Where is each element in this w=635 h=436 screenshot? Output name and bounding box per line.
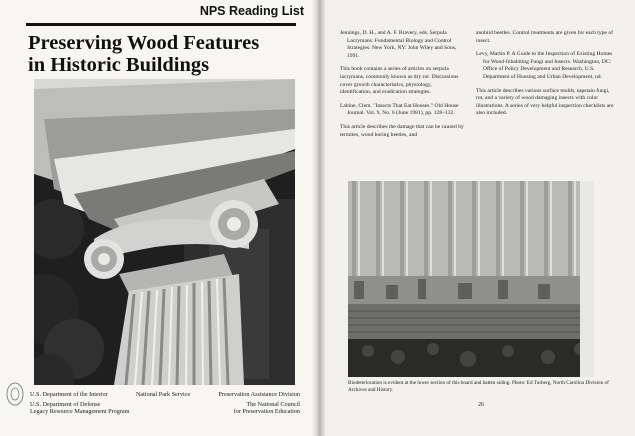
credits-top [30, 391, 300, 398]
citation-labine: Labine, Clem. "Insects That Eat Houses." Old House Journal. Vol. 9, No. 6 (June 1981), pp. 128–132. [340, 102, 459, 117]
photo-caption: Biodeterioration is evident at the lower section of this board and batten siding. Photo: Ed Turberg, North Carolina Division of Archives and History. [348, 380, 609, 393]
credit-doi: U.S. Department of the Interior [30, 391, 108, 398]
annotation-jennings: This book contains a series of articles on serpula lacrymans, commonly known as dry rot. Discussions cover growth characteristics, physiology, identification, and eradication strategies. [340, 66, 459, 96]
citation-levy: Levy, Martin P. A Guide to the Inspection of Existing Homes for Wood-Inhabiting Fungi and Insects. Washington, DC: Office of Policy Development and Research, U.S. Department of Housing and Urban Development, nd. [476, 51, 613, 80]
citation-jennings: Jennings, D. H., and A. F. Bravery, eds. Serpula Lacrymans: Fundamental Biology and Control Strategies. New York, NY: John Wiley and Sons, 1991. [340, 30, 457, 59]
credits [30, 391, 300, 415]
credit-bottom-right [234, 401, 300, 415]
book-gutter [312, 0, 326, 436]
credit-council: The National Council [246, 401, 300, 408]
series-label: NPS Reading List [199, 4, 304, 18]
board-and-batten-siding-photo [348, 181, 594, 377]
page-number: 26 [478, 402, 484, 408]
credit-legacy: Legacy Resource Management Program [30, 408, 130, 415]
page-title [28, 32, 259, 76]
credit-dod: U.S. Department of Defense [30, 401, 101, 408]
annotation-levy: This article describes various surface molds, sapstain fungi, rot, and a variety of wood damaging insects with color illustrations. A series of very helpful inspection checklists are also included. [476, 87, 614, 117]
credits-bottom [30, 401, 300, 415]
credit-bottom-left [30, 401, 129, 415]
right-page [318, 0, 635, 436]
text-column-1 [340, 30, 464, 145]
ionic-column-photo [34, 79, 295, 385]
annotation-labine-continued: anobiid beetles. Control treatments are given for each type of insect. [476, 30, 613, 44]
annotation-labine: This article describes the damage that can be caused by termites, wood boring beetles, and [340, 123, 464, 138]
library-stamp-icon [4, 380, 26, 408]
credit-education: for Preservation Education [233, 408, 300, 415]
series-rule [26, 23, 296, 26]
title-line-1: Preserving Wood Features [28, 32, 260, 54]
text-column-2 [476, 30, 618, 124]
credit-nps: National Park Service [135, 391, 191, 398]
title-line-2: in Historic Buildings [28, 54, 210, 76]
credit-pad: Preservation Assistance Division [218, 391, 300, 398]
